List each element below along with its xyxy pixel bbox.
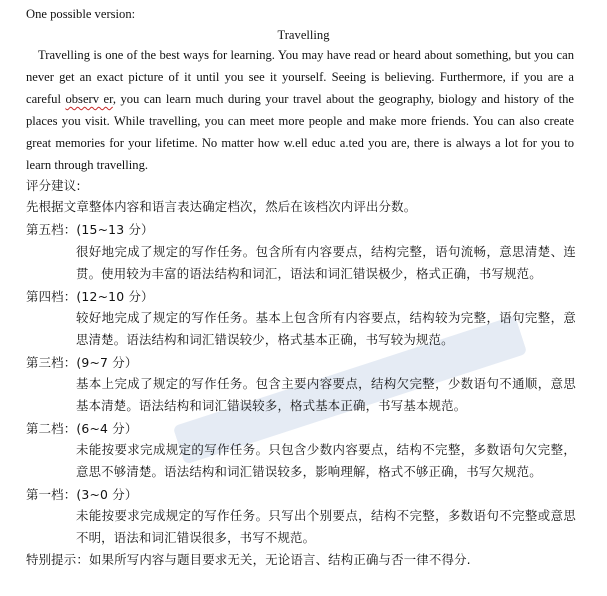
essay-line-4: places you visit. While travelling, you can meet more people and make more friends. You can also create [26,114,574,128]
header-text: One possible version: [26,7,136,21]
grading-heading: 评分建议: [26,178,81,193]
level-3-line-1: 基本上完成了规定的写作任务。包含主要内容要点，结构欠完整，少数语句不通顺，意思 [76,376,576,391]
essay-line-2: never get an exact picture of it until you see it yourself. Seeing is believing. Furthermore, if you are a [26,70,574,84]
level-4-line-1: 较好地完成了规定的写作任务。基本上包含所有内容要点，结构较为完整，语句完整，意 [76,310,576,325]
grading-intro: 先根据文章整体内容和语言表达确定档次，然后在该档次内评出分数。 [26,199,417,214]
essay-line-3-end: , you can learn much during your travel about the geography, biology and history of the [112,92,574,106]
level-5-line-1: 很好地完成了规定的写作任务。包含所有内容要点，结构完整，语句流畅，意思清楚、连 [76,244,576,259]
essay-line-6: learn through travelling. [26,158,149,172]
level-5-label: 第五档：(15~13 分） [26,222,154,237]
level-5-line-2: 贯。使用较为丰富的语法结构和词汇，语法和词汇错误极少，格式正确，书写规范。 [76,266,542,281]
level-1-line-2: 不明，语法和词汇错误很多，书写不规范。 [76,530,316,545]
level-2-line-2: 意思不够清楚。语法结构和词汇错误较多，影响理解，格式不够正确，书写欠规范。 [76,464,542,479]
level-2-label: 第二档：(6~4 分） [26,421,138,436]
essay-title: Travelling [277,28,330,42]
level-3-label: 第三档：(9~7 分） [26,355,138,370]
level-4-label: 第四档：(12~10 分） [26,289,154,304]
level-1-label: 第一档：(3~0 分） [26,487,138,502]
special-note: 特别提示：如果所写内容与题目要求无关，无论语言、结构正确与否一律不得分. [26,552,471,567]
essay-line-3-start: careful [26,92,66,106]
level-3-line-2: 基本清楚。语法结构和词汇错误较多，格式基本正确，书写基本规范。 [76,398,467,413]
level-2-line-1: 未能按要求完成规定的写作任务。只包含少数内容要点，结构不完整，多数语句欠完整， [76,442,576,457]
essay-line-5: great memories for your lifetime. No matter how w.ell educ a.ted you are, there is always a lot for you to [26,136,574,150]
misspelled-word: observ er [65,92,113,106]
level-1-line-1: 未能按要求完成规定的写作任务。只写出个别要点，结构不完整，多数语句不完整或意思 [76,508,576,523]
essay-line-3 [26,91,574,107]
essay-line-1: Travelling is one of the best ways for learning. You may have read or heard about something, but you can [38,48,574,62]
level-4-line-2: 思清楚。语法结构和词汇错误较少，格式基本正确，书写较为规范。 [76,332,454,347]
